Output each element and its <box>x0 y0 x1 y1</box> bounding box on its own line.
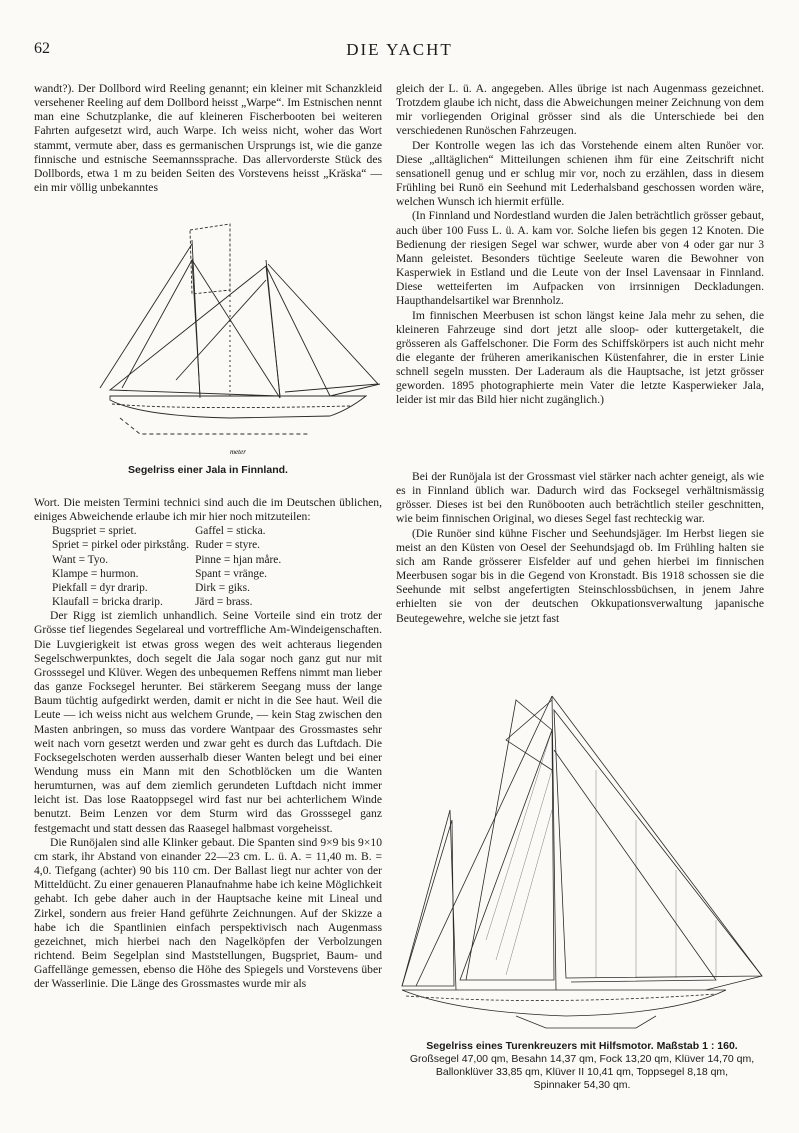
term-cell: Pinne = hjan måre. <box>195 553 282 566</box>
paragraph: wandt?). Der Dollbord wird Reeling genannt; ein kleiner mit Schanzkleid versehener Reeling auf dem Dollbord heisst „Warpe“. Im Estnischen nennt man eine Schutzplanke, die auf kleineren Fischerbooten bei weiteren Fahrten aufgesetzt wird, auch Warpe. Ich weiss nicht, woher das Wort stammt, vermute aber, dass es germanischen Ursprungs ist, wie die ganze finnische und estnische Seemannssprache. Das allervorderste Stück des Dollbords, etwa 1 m zu beiden Seiten des Vorstevens heisst „Kräska“ — ein mir völlig unbekanntes <box>34 82 382 195</box>
paragraph: Wort. Die meisten Termini technici sind auch die im Deutschen üblichen, einiges Abweichende erlaube ich mir hier noch mitzuteilen: <box>34 496 382 524</box>
figure2-line1: Großsegel 47,00 qm, Besahn 14,37 qm, Fock 13,20 qm, Klüver 14,70 qm, <box>409 1053 755 1065</box>
term-cell: Spriet = pirkel oder pirkstång. <box>52 539 190 552</box>
term-cell: Spant = vränge. <box>195 567 267 580</box>
table-row <box>52 595 287 609</box>
term-cell: Bugspriet = spriet. <box>52 525 137 538</box>
term-cell: Dirk = giks. <box>195 581 250 594</box>
figure2-title: Segelriss eines Turenkreuzers mit Hilfsmotor. <box>426 1040 654 1052</box>
jala-sail-plan-figure <box>80 220 380 460</box>
left-column-top <box>34 82 382 195</box>
left-column-bottom <box>34 496 382 991</box>
paragraph: Bei der Runöjala ist der Grossmast viel stärker nach achter geneigt, als wie es in Finnland üblich war. Dadurch wird das Focksegel verhältnismässig grösser. Dieses ist bei den Runöbooten auch beträchtlich steiler geschnitten, wie beim finnischen Original, wo dieses Segel fast rechteckig war. <box>396 470 764 526</box>
figure2-caption <box>396 1040 768 1092</box>
paragraph: gleich der L. ü. A. angegeben. Alles übrige ist nach Augenmass gezeichnet. Trotzdem glaube ich nicht, dass die Abweichungen meiner Zeichnung von dem mir vorliegenden Original grösser sind als die Unterschiede bei den verschiedenen Runöschen Fahrzeugen. <box>396 82 764 138</box>
term-cell: Klampe = hurmon. <box>52 567 139 580</box>
table-row <box>52 581 287 595</box>
term-cell: Want = Tyo. <box>52 553 109 566</box>
term-cell: Ruder = styre. <box>195 539 261 552</box>
term-cell: Järd = brass. <box>195 596 253 609</box>
term-cell: Piekfall = dyr drarip. <box>52 581 148 594</box>
figure1-caption: Segelriss einer Jala in Finnland. <box>128 464 288 476</box>
terms-table <box>52 524 287 609</box>
term-cell: Gaffel = sticka. <box>195 525 266 538</box>
table-row <box>52 567 287 581</box>
running-head: DIE YACHT <box>346 40 453 59</box>
figure2-line3: Spinnaker 54,30 qm. <box>533 1079 631 1091</box>
table-row <box>52 538 287 552</box>
paragraph: Die Runöjalen sind alle Klinker gebaut. Die Spanten sind 9×9 bis 9×10 cm stark, ihr Abstand von einander 22—23 cm. L. ü. A. = 11,40 m. B. = 4,0. Tiefgang (achter) 90 bis 110 cm. Der Ballast liegt nur achter von der Mitteldücht. Zu einer genaueren Planaufnahme habe ich keine Möglichkeit gehabt. Ich gebe daher auch in der Hauptsache keine mit Lineal und Zirkel, sondern aus freier Hand geführte Zeichnungen. Auf der Skizze a habe ich die Spantlinien einfach perspektivisch nach Augenmass gezeichnet, mich hierbei nach den Nagelköpfen der Verbolzungen richtend. Beim Segelplan sind Maststellungen, Bugspriet, Baum- und Gaffellänge gemessen, ebenso die Höhe des Spiegels und Vorstevens über der Wasserlinie. Die Länge des Grossmastes wurde mir als <box>34 835 383 991</box>
cruiser-sail-plan-figure <box>396 690 768 1032</box>
figure2-line2: Ballonklüver 33,85 qm, Klüver II 10,41 qm, Toppsegel 8,18 qm, <box>435 1066 729 1078</box>
paragraph: (In Finnland und Nordestland wurden die Jalen beträchtlich grösser gebaut, auch über 100 Fuss L. ü. A. kam vor. Solche liefen bis gegen 12 Knoten. Die Bedienung der riesigen Segel war schwer, wurde aber von 4 oder gar nur 3 Mann geleistet. Besonders tüchtige Seeleute waren die Bewohner von Kasperwiek in Estland und die Leute von der Insel Lavensaar in Finnland. Diese wetteiferten im Aufpacken von irrsinnigen Deckladungen. Haupthandelsartikel war Brennholz. <box>396 209 764 308</box>
table-row <box>52 553 287 567</box>
paragraph: Im finnischen Meerbusen ist schon längst keine Jala mehr zu sehen, die kleineren Fahrzeuge sind dort jetzt alle sloop- oder kuttergetakelt, die grösseren als Gaffelschoner. Die Form des Schiffskörpers ist auch nicht mehr die elegante der früheren amerikanischen Küstenfahrer, die in erster Linie schnell segeln mussten. Der Laderaum als die Hauptsache, ist jetzt grösser geworden. 1895 photographierte mein Vater die letzte Kasperwieker Jala, leider ist mir das Bild hier nicht zugänglich.) <box>396 308 764 407</box>
right-column-bottom <box>396 470 764 626</box>
figure2-scale: Maßstab 1 : 160. <box>656 1040 738 1052</box>
paragraph: Der Kontrolle wegen las ich das Vorstehende einem alten Runöer vor. Diese „alltäglichen“ Mitteilungen schienen ihm für eine Zeitschrift nicht sensationell genug und er schlug mir vor, noch zu erzählen, dass in diesem Frühling bei Runö ein Seehund mit Lederhalsband geschossen worden wäre, welchen Wunsch ich hiermit erfülle. <box>396 138 764 209</box>
right-column-top <box>396 82 764 408</box>
table-row <box>52 524 287 538</box>
term-cell: Klaufall = bricka drarip. <box>52 596 163 609</box>
paragraph: (Die Runöer sind kühne Fischer und Seehundsjäger. Im Herbst liegen sie meist an den Küsten von Oesel der Seehundsjagd ob. Im Frühling halten sie sich am Rande grösserer Eisfelder auf und gehen hierbei im finnischen Meerbusen sogar bis in die Gegend von Kronstadt. Bis 1918 schossen sie die Seehunde mit selbst angefertigten Steinschlossbüchsen, in jenem Jahre erhielten sie von der deutschen Okkupationsverwaltung japanische Beutegewehre, welche sie jetzt fast <box>396 526 764 625</box>
page-number: 62 <box>34 40 50 57</box>
paragraph: Der Rigg ist ziemlich unhandlich. Seine Vorteile sind ein trotz der Grösse tief liegendes Segelareal und vortreffliche Am-Windeigenschaften. Die Luvgierigkeit ist etwas gross wegen des weit achteraus liegenden Segelschwerpunktes, doch segelt die Jala sogar noch ganz gut nur mit Grosssegel und Klüver. Wegen des unbequemen Reffens nimmt man lieber das ganze Focksegel herunter. Bei stärkerem Seegang muss der lange Baum tüchtig aufgedirkt werden, damit er nicht in die See haut. Weil die Leute — ich weiss nicht aus welchem Grunde, — kein Stag zwischen den Masten anbringen, so muss das vordere Wantpaar des Grossmastes sehr weit nach vorn gesetzt werden und zwar geht es durch das Luftdach. Die Focksegelschoten werden ausserhalb dieser Wanten belegt und bei einer Wendung muss ein Mann mit den Schotblöcken um die Wanten herumturnen, was auf dem ziemlich gerundeten Luftdach nicht immer leicht ist. Das lose Raatoppsegel wird fast nur bei achterlichem Winde benutzt. Beim Lenzen vor dem Sturm wird das Grosssegel ganz festgemacht und statt dessen das Raasegel halbmast vorgeheisst. <box>34 609 382 835</box>
scale-label: meter <box>230 448 246 456</box>
